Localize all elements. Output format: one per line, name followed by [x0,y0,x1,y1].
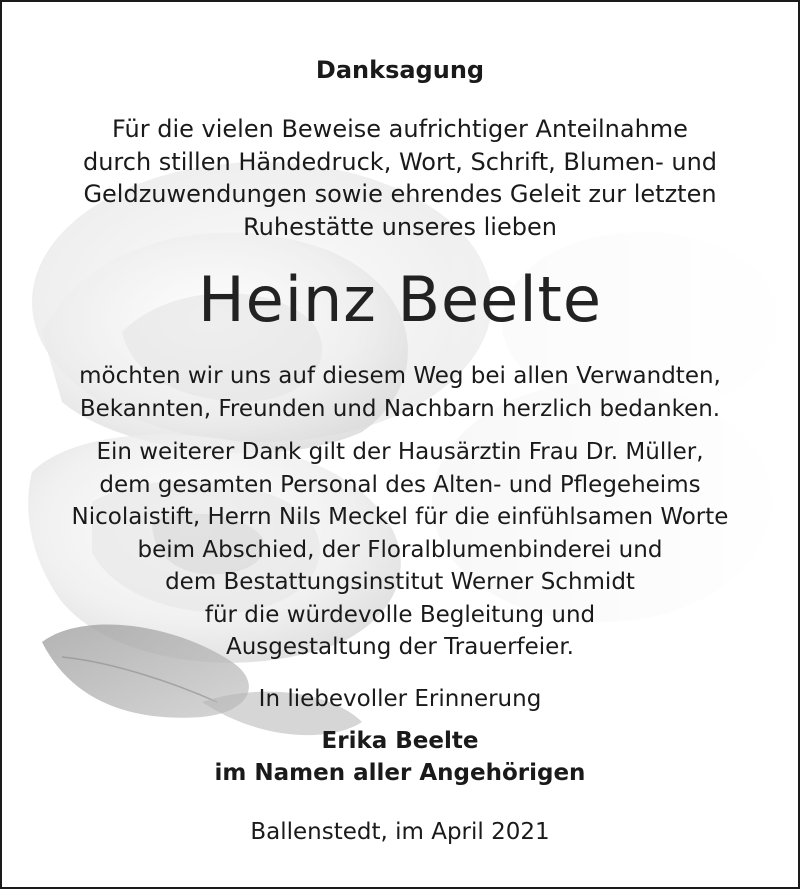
deceased-name: Heinz Beelte [197,263,603,336]
intro-paragraph [2,113,798,243]
thanks-line: möchten wir uns auf diesem Weg bei allen Verwandten, [79,363,721,389]
further-line: Nicolaistift, Herrn Nils Meckel für die einfühlsamen Worte [71,504,729,530]
further-line: dem gesamten Personal des Alten- und Pflegeheims [99,471,701,498]
thanks-line: Bekannten, Freunden und Nachbarn herzlich bedanken. [79,396,721,422]
intro-line: Für die vielen Beweise aufrichtiger Anteilnahme [112,115,688,143]
intro-line: Geldzuwendungen sowie ehrendes Geleit zur letzten [83,180,717,208]
further-line: für die würdevolle Begleitung und [204,601,596,628]
notice-heading: Danksagung [315,56,485,84]
further-thanks-paragraph [2,436,798,664]
intro-line: Ruhestätte unseres lieben [243,212,557,241]
signer-name: Erika Beelte [321,728,479,754]
place-date: Ballenstedt, im April 2021 [250,819,550,845]
thanks-paragraph [2,360,798,426]
further-line: Ausgestaltung der Trauerfeier. [226,634,574,660]
further-line: Ein weiterer Dank gilt der Hausärztin Frau Dr. Müller, [96,439,704,465]
signer-block [2,725,798,789]
closing-phrase: In liebevoller Erinnerung [258,686,542,712]
intro-line: durch stillen Händedruck, Wort, Schrift, Blumen- und [82,147,718,176]
further-line: beim Abschied, der Floralblumenbinderei und [137,536,663,563]
signer-note: im Namen aller Angehörigen [214,760,586,786]
further-line: dem Bestattungsinstitut Werner Schmidt [165,569,635,595]
